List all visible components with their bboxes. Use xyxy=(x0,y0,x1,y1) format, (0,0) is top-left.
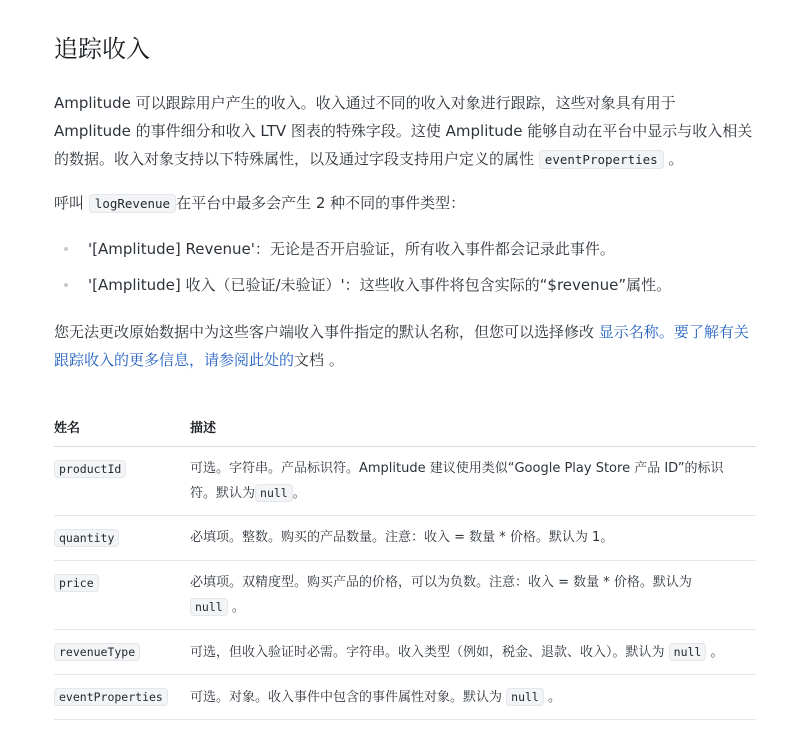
table-row xyxy=(54,561,756,630)
column-header-name: 姓名 xyxy=(54,406,190,447)
page-title: 追踪收入 xyxy=(54,35,150,63)
intro-code: eventProperties xyxy=(539,150,664,169)
call-suffix: 在平台中最多会产生 2 种不同的事件类型： xyxy=(176,194,466,212)
call-prefix: 呼叫 xyxy=(54,194,85,212)
description-tail: 。 xyxy=(231,600,245,615)
learn-more-link[interactable]: 。要了解有关跟踪收入的更多信息，请参阅此处的 xyxy=(54,323,749,369)
cell-name xyxy=(54,561,190,630)
list-item-text: '[Amplitude] Revenue'：无论是否开启验证，所有收入事件都会记录此事件。 xyxy=(88,240,615,258)
note-text: 您无法更改原始数据中为这些客户端收入事件指定的默认名称，但您可以选择修改 xyxy=(54,323,595,341)
display-name-link[interactable]: 显示名称 xyxy=(598,323,659,341)
event-type-list xyxy=(54,231,756,303)
cell-description xyxy=(190,516,756,561)
note-paragraph xyxy=(54,318,756,374)
note-after: 文档 xyxy=(294,351,325,369)
description-text: 可选。字符串。产品标识符。Amplitude 建议使用类似“Google Play Store 产品 ID”的标识符。默认为 xyxy=(190,461,724,501)
column-header-description: 描述 xyxy=(190,406,756,447)
list-item-text: '[Amplitude] 收入（已验证/未验证）'：这些收入事件将包含实际的“$revenue”属性。 xyxy=(88,276,672,294)
intro-tail: 。 xyxy=(668,150,684,168)
default-value: null xyxy=(255,484,293,502)
cell-name xyxy=(54,675,190,720)
cell-name xyxy=(54,516,190,561)
table-row xyxy=(54,447,756,516)
property-name: productId xyxy=(54,460,126,478)
property-name: price xyxy=(54,574,99,592)
table-header-row xyxy=(54,406,756,447)
call-paragraph xyxy=(54,189,756,218)
description-text: 必填项。双精度型。购买产品的价格，可以为负数。注意：收入 = 数量 * 价格。默认为 xyxy=(190,575,692,590)
description-text: 可选。对象。收入事件中包含的事件属性对象。默认为 xyxy=(190,690,503,705)
cell-description xyxy=(190,561,756,630)
description-tail: 。 xyxy=(710,645,724,660)
intro-text: Amplitude 可以跟踪用户产生的收入。收入通过不同的收入对象进行跟踪，这些对象具有用于 Amplitude 的事件细分和收入 LTV 图表的特殊字段。这使 Amplitude 能够自动在平台中显示与收入相关的数据。收入对象支持以下特殊属性，以及通过字段支持用户定义的属性 xyxy=(54,94,753,168)
table-row xyxy=(54,630,756,675)
note-end: 。 xyxy=(328,351,344,369)
cell-description xyxy=(190,630,756,675)
cell-name xyxy=(54,447,190,516)
cell-description xyxy=(190,447,756,516)
property-name: quantity xyxy=(54,529,119,547)
table-row xyxy=(54,516,756,561)
description-tail: 。 xyxy=(548,690,562,705)
description-text: 可选，但收入验证时必需。字符串。收入类型（例如，税金、退款、收入）。默认为 xyxy=(190,645,665,660)
cell-name xyxy=(54,630,190,675)
property-name: revenueType xyxy=(54,643,140,661)
bullet-icon xyxy=(64,247,68,251)
description-text: 必填项。整数。购买的产品数量。注意：收入 = 数量 * 价格。默认为 1。 xyxy=(190,530,614,545)
call-code: logRevenue xyxy=(89,194,176,213)
description-tail: 。 xyxy=(292,486,306,501)
list-item xyxy=(64,231,756,267)
cell-description xyxy=(190,675,756,720)
revenue-properties-table xyxy=(54,406,756,720)
default-value: null xyxy=(506,688,544,706)
intro-paragraph xyxy=(54,89,756,174)
bullet-icon xyxy=(64,283,68,287)
table-row xyxy=(54,675,756,720)
property-name: eventProperties xyxy=(54,688,168,706)
list-item xyxy=(64,267,756,303)
default-value: null xyxy=(190,598,228,616)
default-value: null xyxy=(669,643,707,661)
